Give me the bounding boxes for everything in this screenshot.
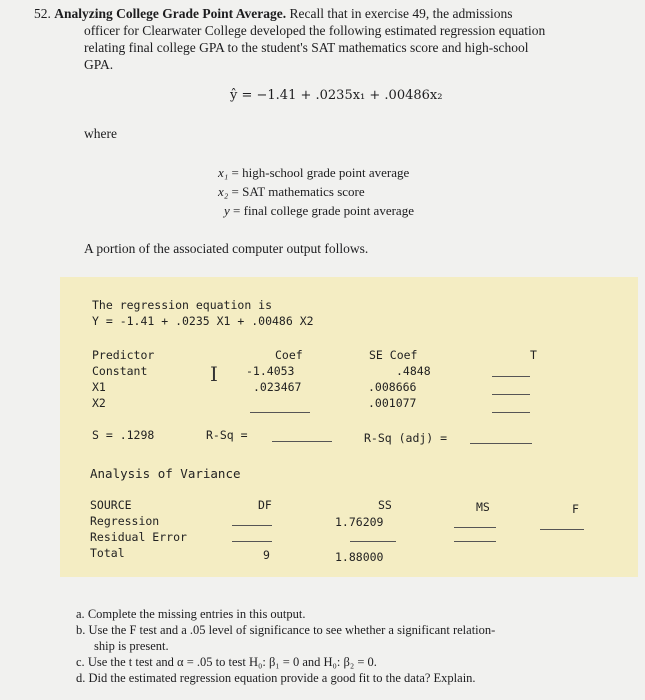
definition-x1: x₁ = high-school grade point average — [218, 165, 410, 180]
row-constant-predictor: Constant — [92, 364, 148, 378]
blank-t-x1[interactable] — [492, 394, 530, 395]
anova-row-regression-source: Regression — [90, 514, 160, 528]
regression-line: Y = -1.41 + .0235 X1 + .00486 X2 — [92, 314, 314, 328]
anova-row-total-ss: 1.88000 — [335, 550, 384, 564]
anova-row-regression-ss: 1.76209 — [335, 515, 384, 529]
definition-x2: x₂ = SAT mathematics score — [218, 184, 365, 199]
row-x2-se: .001077 — [368, 396, 417, 410]
regression-heading: The regression equation is — [92, 298, 273, 312]
questions-list — [76, 606, 636, 686]
header-coef: Coef — [275, 348, 303, 362]
problem-header — [34, 5, 634, 22]
anova-header-ss: SS — [378, 498, 392, 512]
problem-number: 52. — [34, 6, 51, 21]
blank-x2-coef[interactable] — [250, 412, 310, 413]
blank-t-constant[interactable] — [492, 376, 530, 377]
row-x1-se: .008666 — [368, 380, 417, 394]
anova-header-source: SOURCE — [90, 498, 132, 512]
s-value: S = .1298 — [92, 428, 155, 442]
variable-definitions — [218, 163, 414, 220]
anova-header-ms: MS — [476, 500, 490, 514]
anova-row-total-df: 9 — [263, 548, 270, 562]
problem-intro-4: GPA. — [84, 57, 114, 72]
anova-header-df: DF — [258, 498, 272, 512]
rsq-adj-label: R-Sq (adj) = — [364, 431, 448, 445]
portion-text: A portion of the associated computer output follows. — [84, 241, 369, 256]
where-label: where — [84, 126, 117, 141]
anova-header-f: F — [572, 502, 579, 516]
question-a: a. Complete the missing entries in this output. — [76, 607, 306, 621]
question-c: c. Use the t test and α = .05 to test H₀: β₁ = 0 and H₀: β₂ = 0. — [76, 655, 377, 669]
header-se-coef: SE Coef — [369, 348, 418, 362]
problem-intro-3: relating final college GPA to the student's SAT mathematics score and high-school — [84, 40, 529, 55]
header-predictor: Predictor — [92, 348, 155, 362]
row-x2-predictor: X2 — [92, 396, 106, 410]
blank-df-regression[interactable] — [232, 525, 272, 526]
blank-ms-residual[interactable] — [454, 541, 496, 542]
row-constant-se: .4848 — [396, 364, 431, 378]
anova-row-residual-source: Residual Error — [90, 530, 187, 544]
problem-intro-1: Recall that in exercise 49, the admissions — [289, 6, 513, 21]
row-constant-coef: -1.4053 — [246, 364, 295, 378]
blank-df-residual[interactable] — [232, 541, 272, 542]
regression-equation: ŷ = −1.41 + .0235x₁ + .00486x₂ — [230, 88, 443, 103]
blank-f[interactable] — [540, 529, 584, 530]
row-x1-coef: .023467 — [253, 380, 302, 394]
row-x1-predictor: X1 — [92, 380, 106, 394]
problem-title: Analyzing College Grade Point Average. — [54, 6, 287, 21]
header-t: T — [530, 348, 537, 362]
question-b-cont: ship is present. — [94, 639, 169, 653]
computer-output-box — [60, 277, 638, 577]
blank-rsq[interactable] — [272, 441, 332, 442]
problem-intro-2: officer for Clearwater College developed the following estimated regression equation — [84, 23, 546, 38]
blank-ms-regression[interactable] — [454, 527, 496, 528]
anova-row-total-source: Total — [90, 546, 125, 560]
definition-y: y = final college grade point average — [224, 203, 414, 218]
question-d: d. Did the estimated regression equation provide a good fit to the data? Explain. — [76, 671, 476, 685]
question-b: b. Use the F test and a .05 level of significance to see whether a significant relation- — [76, 623, 496, 637]
blank-t-x2[interactable] — [492, 412, 530, 413]
rsq-label: R-Sq = — [206, 428, 248, 442]
text-cursor-icon: I — [210, 362, 218, 386]
blank-rsq-adj[interactable] — [470, 443, 532, 444]
anova-heading: Analysis of Variance — [90, 466, 241, 481]
blank-ss-residual[interactable] — [350, 541, 396, 542]
